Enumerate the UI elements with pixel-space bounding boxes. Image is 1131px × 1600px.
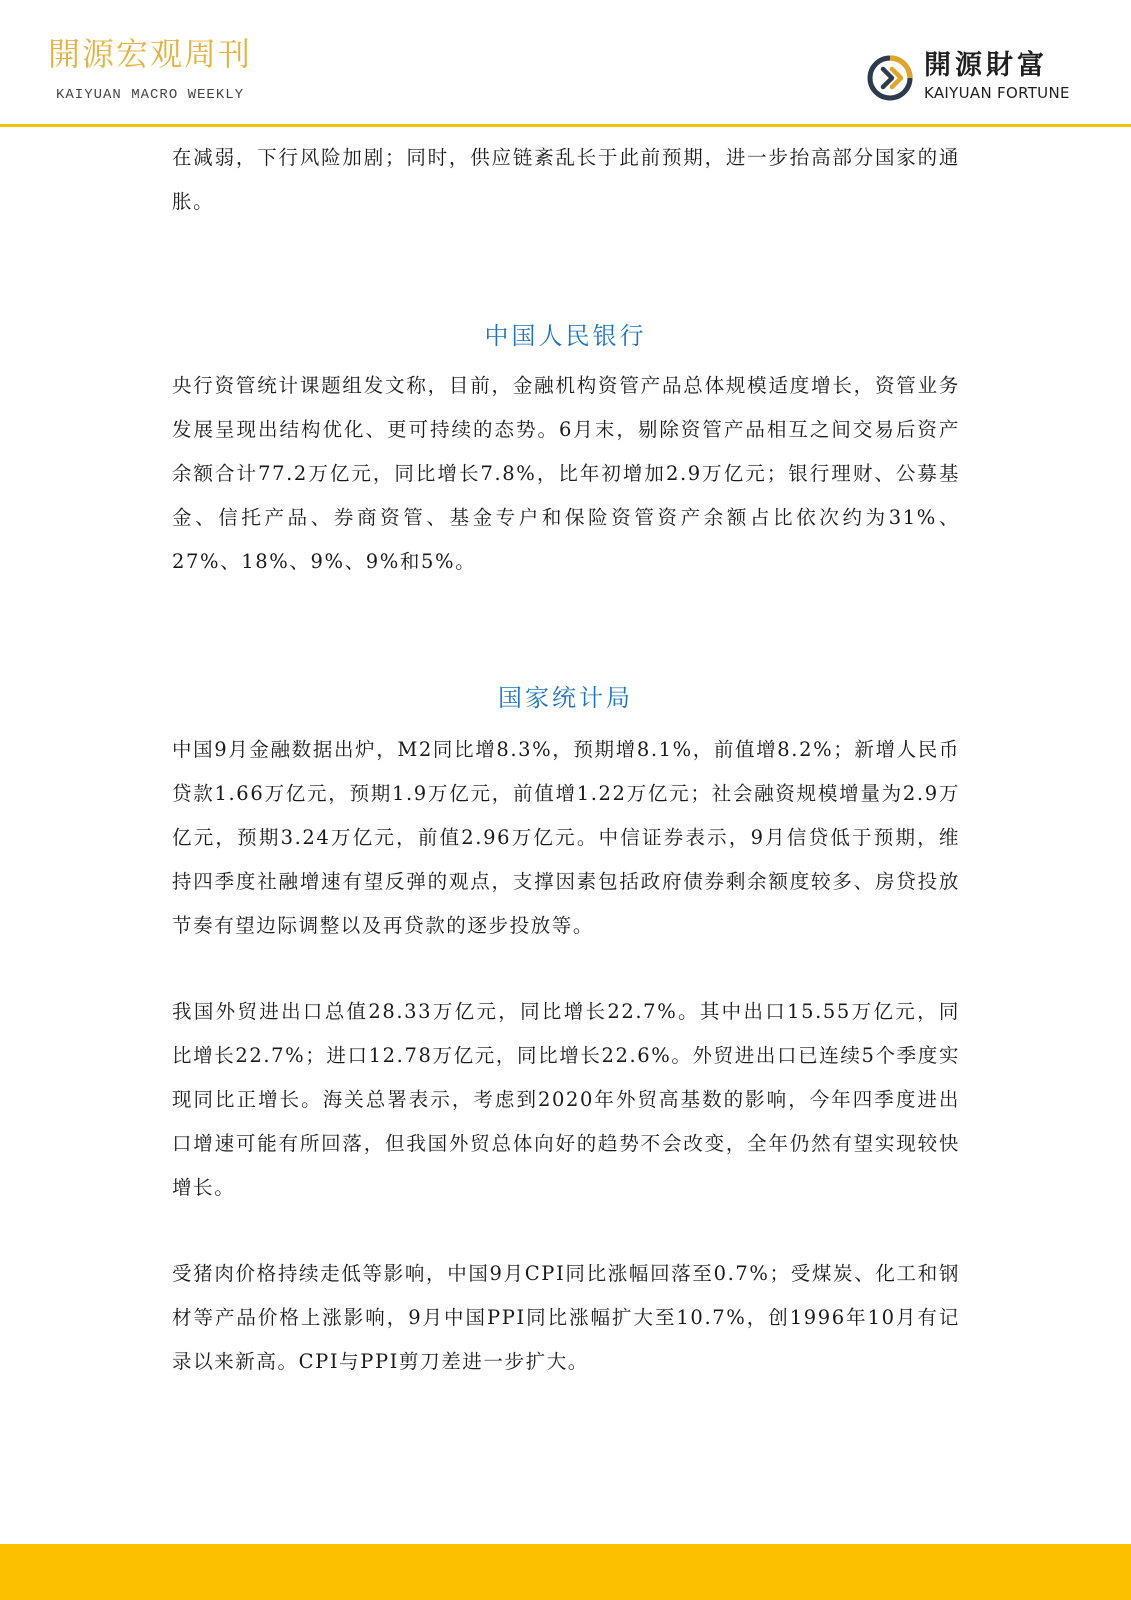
page-header xyxy=(0,0,1131,130)
paragraph-foreign-trade: 我国外贸进出口总值28.33万亿元，同比增长22.7%。其中出口15.55万亿元，同比增长22.7%；进口12.78万亿元，同比增长22.6%。外贸进出口已连续5个季度实现同比正增长。海关总署表示，考虑到2020年外贸高基数的影响，今年四季度进出口增速可能有所回落，但我国外贸总体向好的趋势不会改变，全年仍然有望实现较快增长。 xyxy=(172,1000,960,1199)
kaiyuan-logo-icon xyxy=(866,54,914,102)
publication-subtitle: KAIYUAN MACRO WEEKLY xyxy=(56,87,245,103)
header-divider xyxy=(0,124,1131,127)
paragraph-pboc: 央行资管统计课题组发文称，目前，金融机构资管产品总体规模适度增长，资管业务发展呈现出结构优化、更可持续的态势。6月末，剔除资管产品相互之间交易后资产余额合计77.2万亿元，同比增长7.8%，比年初增加2.9万亿元；银行理财、公募基金、信托产品、券商资管、基金专户和保险资管资产余额占比依次约为31%、27%、18%、9%、9%和5%。 xyxy=(172,374,960,573)
section-title-pboc: 中国人民银行 xyxy=(484,322,647,350)
publication-title: 開源宏观周刊 xyxy=(48,35,253,73)
section-title-nbs: 国家统计局 xyxy=(498,684,633,712)
logo-text-cn: 開源財富 xyxy=(924,50,1048,81)
paragraph-financial-data: 中国9月金融数据出炉，M2同比增8.3%，预期增8.1%，前值增8.2%；新增人民币贷款1.66万亿元，预期1.9万亿元，前值增1.22万亿元；社会融资规模增量为2.9万亿元，预期3.24万亿元，前值2.96万亿元。中信证券表示，9月信贷低于预期，维持四季度社融增速有望反弹的观点，支撑因素包括政府债券剩余额度较多、房贷投放节奏有望边际调整以及再贷款的逐步投放等。 xyxy=(172,738,960,937)
company-logo xyxy=(866,50,1096,106)
footer-bar xyxy=(0,1544,1131,1600)
logo-text-en: KAIYUAN FORTUNE xyxy=(924,84,1070,102)
paragraph-cpi-ppi: 受猪肉价格持续走低等影响，中国9月CPI同比涨幅回落至0.7%；受煤炭、化工和钢材等产品价格上涨影响，9月中国PPI同比涨幅扩大至10.7%，创1996年10月有记录以来新高。CPI与PPI剪刀差进一步扩大。 xyxy=(172,1262,960,1373)
intro-paragraph: 在减弱，下行风险加剧；同时，供应链紊乱长于此前预期，进一步抬高部分国家的通胀。 xyxy=(172,146,960,213)
